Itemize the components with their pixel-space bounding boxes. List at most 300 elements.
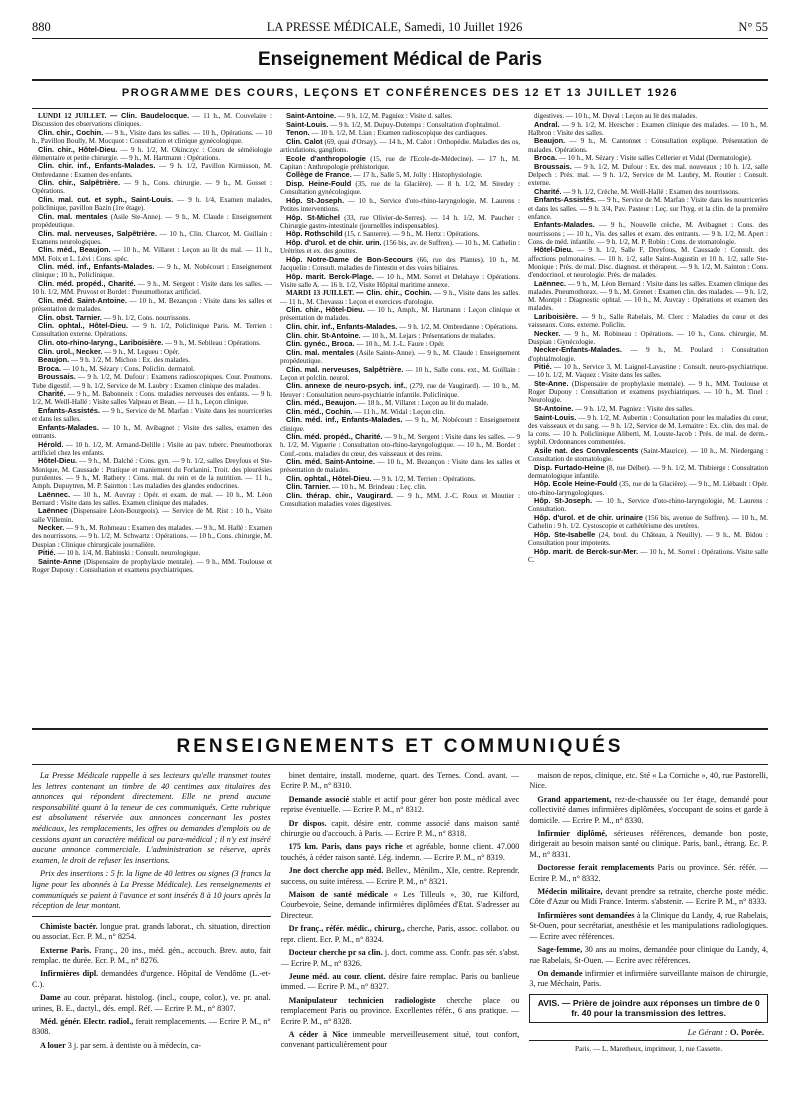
- program-entry: [280, 138, 520, 154]
- notice-paragraph: Prix des insertions : 5 fr. la ligne de 40 lettres ou signes (3 francs la ligne pour les abonnés à La Presse Médicale). Les renseignements et communiqués se paient à l'avance et sont insérés 8 à 10 jours après la réception de leur montant.: [32, 869, 271, 911]
- entry-heading: Clin. mal. mentales: [38, 211, 108, 221]
- entry-heading: Clin. méd., Beaujon.: [38, 245, 111, 255]
- entry-text: (Dispensaire de prophylaxie mentale). — 9 h., MM. Toulouse et Roger Dupouy : Consultation et examens psychiatriques.: [32, 557, 272, 574]
- entry-text: digestives. — 10 h., M. Duval : Leçon au lit des malades.: [534, 112, 698, 120]
- entry-heading: Necker.: [534, 328, 561, 338]
- entry-text: — 9 h., Visite dans les salles. — 10 h., Opérations. — 10 h., Pavillon Boully, M. Mocquot : Consultation et clinique gynécologique.: [32, 128, 272, 145]
- program-entry: [32, 407, 272, 423]
- program-entry: [528, 447, 768, 463]
- entry-heading: Clin. mal. cut. et syph., Saint-Louis.: [38, 194, 174, 204]
- entry-text: — 9 h. 1/2, M. Dufour : Examens radioscopiques. Cour. Poumons. Tube digestif. — 9 h. 1/2, Service de M. Laubry : Examen clinique des malades.: [32, 373, 272, 390]
- program-column-2: [280, 112, 520, 728]
- program-entry: [528, 380, 768, 405]
- program-entry: [528, 313, 768, 329]
- program-entry: [280, 256, 520, 272]
- entry-text: — 9 h., M. Robineau : Opérations. — 10 h., Cons. chirurgie, M. Duspian : Gynécologie.: [528, 329, 768, 346]
- entry-heading: Hôp. St-Joseph.: [286, 195, 345, 205]
- entry-heading: Hôp. marit. de Berck-sur-Mer.: [534, 546, 639, 556]
- entry-heading: Clin. chir. St-Antoine.: [286, 330, 361, 340]
- entry-text: — 9 h., M. Babonneix : Cons. maladies nerveuses des enfants. — 9 h. 1/2, M. Weill-Hallé : Visite salles Valpeau et Bean. — 11 h., Leçon clinique.: [32, 390, 272, 407]
- entry-text: — 18 h., M. Villaret : Leçon au lit du malade.: [356, 399, 489, 408]
- entry-text: , (279, rue de Vaugirard). — 10 h., M. Heuyer : Consultation neuro-psychiatrie infantile. Policlinique.: [280, 382, 520, 399]
- ad-text: et agréable, bonne client. 47.000 touchés, à céder raison santé. Lég. indemn. — Ecrire P. M., n° 8319.: [280, 842, 520, 862]
- entry-heading: Enfants-Assistés.: [534, 195, 597, 205]
- entry-text: — 9 h., Nouvelle crèche, M. Avibagnet : Cons. des nourrissons ; — 10 h., Vis. des salles et exam. des entrants. — 9 h. 1/2, M. Apert : Cons. de méd. infantile. — 9 h. 1/2, M. P. Robin : Cons. de stomatologie.: [528, 221, 768, 246]
- ad-lead: Infirmières sont demandées: [537, 910, 635, 920]
- ad-text: 3 j. par sem. à dentiste ou à médecin, ca-: [65, 1040, 201, 1050]
- classified-ad: [281, 890, 520, 921]
- program-entry: [32, 162, 272, 178]
- classified-ad: [281, 866, 520, 887]
- ad-text: devant prendre sa retraite, cherche poste médic. Côte d'Azur ou Midi France. Interm. s'abstenir. — Ecrire P. M., n° 8333.: [529, 887, 768, 907]
- classified-ad: [281, 842, 520, 863]
- classified-ad: [529, 887, 768, 908]
- entry-heading: Ecole d'anthropologie: [286, 153, 366, 163]
- program-column-3: [528, 112, 768, 728]
- program-entry: [528, 548, 768, 564]
- program-columns: [32, 112, 768, 728]
- ad-lead: Jne doct cherche app méd.: [288, 866, 384, 876]
- program-entry: [32, 129, 272, 145]
- entry-heading: Disp. Heine-Fould: [286, 178, 352, 188]
- entry-heading: Hôp. d'urol. et de chir. urinaire: [534, 512, 643, 522]
- classified-ad: [281, 1030, 520, 1051]
- entry-heading: Saint-Louis.: [534, 412, 577, 422]
- program-entry: [32, 112, 272, 128]
- ad-lead: Infirmières dipl.: [40, 969, 99, 979]
- ad-lead: On demande: [537, 968, 583, 978]
- program-entry: [32, 263, 272, 279]
- classified-ad: [529, 829, 768, 860]
- classified-ad: [281, 819, 520, 840]
- avis-box: AVIS. — Prière de joindre aux réponses un timbre de 0 fr. 40 pour la transmission des lettres.: [529, 994, 768, 1023]
- entry-heading: Sainte-Anne: [38, 556, 82, 566]
- entry-heading: Broca.: [38, 363, 62, 373]
- gerant-label: Le Gérant :: [687, 1026, 728, 1037]
- entry-text: — 9 h., Visite dans les salles. — 11 h., M. Chevassu : Leçon et exercices d'urologie.: [280, 289, 520, 306]
- entry-text: — 9 h. 1/2, M. Aubertin : Consultation pour les maladies du cœur, des vaisseaux et du sang. — 9 h. 1/2, Service de M. Lemaitre : Ex. clin. des mal. de la cons. — 10 h. Policlinique Aliberti, M. Louste-Jacob : Prés. de mal. de derm.-syphil. Ordonnances commentées.: [528, 413, 768, 447]
- entry-heading: Clin. obst. Tarnier.: [38, 312, 102, 322]
- entry-text: — 9 h., M. Poulard : Consultation d'ophtalmologie.: [528, 346, 768, 363]
- entry-text: — 10 h., M. J.-L. Faure : Opér.: [354, 340, 445, 349]
- ad-text: « Les Tilleuls », 30, rue Kilford, Courbevoie, Seine, demande infirmières diplômées d'Etat. S'adresser au Directeur.: [280, 890, 520, 920]
- entry-text: — 9 h. 1/2, M. Okinczyc : Cours de séméiologie élémentaire et petite chirurgie. — 9 h., M. Hartmann : Opérations.: [32, 145, 272, 162]
- entry-heading: Clin. Calot: [286, 136, 323, 146]
- entry-text: — 9 h. 1/2, Policlinique Paris. M. Terrien : Consultation externe. Opérations.: [32, 322, 272, 339]
- ad-lead: Chimiste bactér.: [40, 921, 98, 931]
- entry-heading: — Clin. Baudelocque.: [109, 112, 190, 120]
- entry-heading: Clin. chir., Salpêtrière.: [38, 178, 121, 188]
- entry-heading: Necker.: [38, 523, 65, 533]
- ad-lead: Doctoresse ferait remplacements: [537, 863, 655, 873]
- ad-text: maison de repos, clinique, etc. Sté « La Corniche », 40, rue Pastorelli, Nice.: [529, 771, 768, 791]
- program-entry: [528, 346, 768, 362]
- program-entry: [32, 491, 272, 507]
- entry-heading: Ste-Anne.: [534, 378, 569, 388]
- ad-text: à la Clinique du Landy, 4, rue Rabelais, St-Ouen, pour secrétariat, anesthésie et les manipulations radiologiques. — Ecrire avec références.: [529, 910, 768, 941]
- entry-heading: Necker-Enfants-Malades.: [534, 345, 622, 355]
- entry-text: — 9 h., M. Sergent : Visite dans les salles. — 10 h. 1/2, MM. Pruvost et Bordet : Pneumothorax artificiel.: [32, 279, 272, 297]
- entry-heading: Clin. urol., Necker.: [38, 346, 103, 356]
- classified-ad: [32, 993, 271, 1014]
- classified-ad: [281, 924, 520, 945]
- program-entry: [280, 121, 520, 129]
- entry-text: — 9 h., M. Legueu : Opér.: [102, 347, 180, 356]
- entry-text: — 9 h. 1/4, Examen malades, policlinique, pavillon Bazin (1re étage).: [32, 195, 272, 213]
- entry-text: — 10 h., M. Sorrel : Opérations. Visite salle C.: [528, 547, 768, 564]
- program-entry: [528, 112, 768, 120]
- classified-ad: [529, 969, 768, 990]
- entry-text: (Asile Ste-Anne). — 9 h., M. Claude : Enseignement propédeutique.: [32, 212, 272, 229]
- day-heading: LUNDI 12 JUILLET.: [38, 112, 107, 120]
- program-entry: [280, 306, 520, 322]
- ad-text: infirmier et infirmière surveillante maison de chirurgie, 3, rue Méchain, Paris.: [529, 968, 768, 989]
- ad-lead: Dame: [40, 993, 61, 1003]
- entry-heading: Hôp. Rothschild: [286, 229, 343, 239]
- issue-number: N° 55: [738, 20, 768, 34]
- entry-text: — 10 h., M. Bezançon : Visite dans les salles et présentation de malades.: [32, 296, 272, 313]
- entry-text: — 9 h. 1/2, M. Terrien : Opérations.: [371, 474, 476, 483]
- ad-text: stable et actif pour gérer bon poste médical avec reprise éventuelle. — Ecrire P. M., n° 8312.: [280, 794, 520, 815]
- program-entry: [528, 221, 768, 246]
- entry-text: — 9 h. 1/2, M. Pagniez : Visite d. salles.: [336, 112, 453, 120]
- entry-text: — 9 h. 1/2, M. Pagniez : Visite des salles.: [573, 404, 694, 413]
- entry-text: (69, quai d'Orsay). — 14 h., M. Calot : Orthopédie. Maladies des os, articulations, ganglions.: [280, 137, 520, 154]
- ad-lead: Sage-femme,: [537, 945, 583, 955]
- ad-text: j. doct. comme ass. Confr. pas sér. s'abst. — Ecrire P. M., n° 8326.: [280, 948, 520, 968]
- entry-text: — 9 h., M. Rohmeau : Examen des malades. — 9 h., M. Hallé : Examen des nourrissons. — 9 h. 1/2, M. Schwartz : Opérations. — 10 h., Cons. chirurgie, M. Duspian : Clinique chirurgicale journalière.: [32, 524, 272, 549]
- classified-ad: [529, 863, 768, 884]
- program-entry: [280, 197, 520, 213]
- program-entry: [32, 373, 272, 389]
- entry-heading: Clin. méd., Beaujon.: [286, 398, 357, 408]
- notice-paragraph: La Presse Médicale rappelle à ses lecteurs qu'elle transmet toutes les lettres contenant un timbre de 40 centimes aux titulaires des annonces qui répondent directement. Elle ne prend aucune responsabilité quant à la teneur de ces communiqués. Cette rubrique est absolument réservée aux annonces concernant les postes médicaux, les remplacements, les offres ou demandes d'emplois ou de cessions ayant un caractère médical ou para-médical ; il n'y est inséré aucune annonce commerciale. L'administration se réserve, après examen, le droit de refuser les insertions.: [32, 771, 271, 865]
- communiques-column-3: [529, 771, 768, 1093]
- entry-text: — 10 h., Clin. Charcot, M. Guillain : Examens neurologiques.: [32, 229, 272, 246]
- ad-lead: Maison de santé médicale: [288, 890, 389, 900]
- entry-heading: Clin. méd. propéd., Charité.: [38, 278, 136, 288]
- classified-ad: [529, 795, 768, 826]
- entry-heading: — Clin. chir., Cochin.: [356, 288, 432, 298]
- classified-ad: [529, 771, 768, 792]
- ad-text: longue prat. grands laborat., ch. situation, direction ou associat. Ecr. P. M., n° 8254.: [32, 921, 271, 942]
- entry-heading: Clin. chir., Cochin.: [38, 127, 104, 137]
- ads-list-3: [529, 771, 768, 990]
- program-entry: [32, 179, 272, 195]
- divider: [32, 108, 768, 109]
- program-column-1: [32, 112, 272, 728]
- program-entry: [280, 366, 520, 382]
- ad-lead: Grand appartement,: [537, 794, 612, 804]
- program-entry: [32, 297, 272, 313]
- entry-text: — 9 h. 1/2, Crèche, M. Weill-Hallé : Examen des nourrissons.: [561, 187, 740, 196]
- entry-text: (Dispensaire de prophylaxie mentale). — 9 h., MM. Toulouse et Roger Dupouy : Consultation et examens psychiatriques. — 10 h., M. Tinel : Neurologie.: [528, 379, 768, 405]
- ad-lead: Médecin militaire,: [537, 887, 603, 897]
- entry-heading: Clin. ophtal., Hôtel-Dieu.: [286, 473, 372, 483]
- entry-heading: Hôp. Ecole Heine-Fould: [534, 479, 618, 489]
- program-entry: [528, 163, 768, 188]
- entry-text: — 10 h., Salle cons. ext., M. Guillain : Leçon et polclin. neurol.: [280, 365, 520, 382]
- entry-text: — 10 h. 1/2, M. Armand-Delille : Visite au pav. tuberc. Pneumothorax artificiel chez les enfants.: [32, 440, 272, 457]
- program-entry: [32, 441, 272, 457]
- entry-text: (8, rue Delbet). — 9 h. 1/2, M. Thibierge : Consultation dermatologique infantile.: [528, 463, 768, 480]
- entry-heading: Clin. thérap. chir., Vaugirard.: [286, 491, 393, 501]
- ad-text: ferait remplacements. — Ecrire P. M., n° 8308.: [32, 1016, 271, 1037]
- entry-heading: Clin. ophtal., Hôtel-Dieu.: [38, 321, 128, 331]
- ad-lead: Docteur cherche pr sa clin.: [288, 948, 383, 958]
- program-title: PROGRAMME DES COURS, LEÇONS ET CONFÉRENCES DES 12 ET 13 JUILLET 1926: [121, 87, 679, 99]
- divider: [32, 728, 768, 730]
- entry-text: — 9 h., MM. J.-C. Roux et Moutier : Consultation maladies voies digestives.: [280, 492, 520, 509]
- entry-text: (35, rue de la Glacière). — 9 h., M. Lièbault : Opér. oto-rhino-laryngologiques.: [528, 480, 768, 497]
- classified-ad: [529, 945, 768, 966]
- entry-heading: Pitié.: [38, 548, 56, 558]
- entry-text: (15, r. Santerre). — 9 h., M. Hertz : Opérations.: [342, 230, 480, 239]
- classified-ad: [281, 996, 520, 1027]
- entry-text: (Asile Sainte-Anne). — 9 h., M. Claude : Enseignement propédeutique.: [280, 348, 520, 365]
- entry-heading: Lariboisière.: [534, 311, 578, 321]
- entry-heading: Charité.: [534, 186, 562, 196]
- entry-heading: Hôp. St-Michel: [286, 212, 340, 222]
- entry-heading: Charité.: [38, 389, 66, 399]
- entry-text: (Saint-Maurice). — 10 h., M. Niedergang : Consultation de stomatologie.: [528, 446, 768, 463]
- program-entry: [528, 497, 768, 513]
- entry-text: — 9 h., Service de M. Marfan : Visite dans les nourriceries et dans les salles.: [32, 406, 272, 424]
- program-entry: [528, 480, 768, 496]
- ad-lead: Manipulateur technicien radiologiste: [288, 995, 436, 1005]
- program-entry: [280, 382, 520, 398]
- entry-heading: Hôp. marit. Berck-Plage.: [286, 271, 374, 281]
- day-heading: MARDI 13 JUILLET.: [286, 289, 355, 298]
- program-entry: [32, 280, 272, 296]
- entry-text: — 9 h. 1/2, M. Ombredanne : Opérations.: [397, 322, 518, 331]
- entry-heading: Clin. chir., Hôtel-Dieu.: [38, 144, 118, 154]
- program-entry: [32, 322, 272, 338]
- entry-text: (156 bis, avenue de Suffren). — 10 h., M. Cathelin : 9 h. 1/2. Cystoscopie et cathétérisme des uretères.: [528, 513, 768, 531]
- entry-heading: Enfants-Assistés.: [38, 405, 101, 415]
- program-entry: [280, 289, 520, 305]
- entry-text: — 9 h., Cons. chirurgie. — 9 h., M. Gosset : Opérations.: [32, 179, 272, 196]
- entry-heading: Clin. méd. inf., Enfants-Malades.: [38, 262, 155, 272]
- ad-text: Franç., 20 ins., méd. gén., accouch. Brev. auto, fait remplac. tte durée. Ecr. P. M., n° 8276.: [32, 945, 271, 965]
- page-number: 880: [32, 20, 51, 34]
- ad-text: Bellev., Ménilm., XIe, centre. Reprendr. success, ou suite intéress. — Ecrire P. M., n° 8321.: [280, 866, 520, 886]
- communiques-column-2: [281, 771, 520, 1093]
- entry-text: — 11 h., M. Couvelaire : Discussion des observations cliniques.: [32, 112, 272, 129]
- program-entry: [280, 492, 520, 508]
- classified-ad: [281, 795, 520, 816]
- divider: [32, 764, 768, 765]
- ad-text: Paris ou province. Sér. référ. — Ecrire P. M., n° 8332.: [529, 863, 768, 883]
- entry-text: — 9 h., M. Sergent : Visite dans les salles. — 9 h. 1/2, M. Viguerie : Consultation oto-rhino-laryngologique. — 10 h., M. Bordet : Conf.-cons. maladies du cœur, des vaisseaux et des reins.: [280, 433, 520, 458]
- entry-text: — 10 h., M. Villaret : Leçon au lit du mal. — 11 h., MM. Foix et L. Lévi : Cons. spéc.: [32, 246, 272, 263]
- ads-list-1: [32, 922, 271, 1051]
- entry-heading: Broussais.: [38, 372, 76, 382]
- entry-text: — 9 h. 1/2, M. Dupuy-Dutemps : Consultation d'ophtalmol.: [328, 120, 501, 129]
- entry-text: — 10 h. 1/4, M. Babinski : Consult. neurologique.: [55, 549, 201, 558]
- entry-text: (66, rue des Plantes). 10 h., M. Jacquelin : Consult. maladies de l'intestin et des voies biliaires.: [280, 255, 520, 272]
- gerant-line: [533, 1027, 764, 1037]
- entry-heading: Clin. mal. nerveuses, Salpêtrière.: [286, 364, 404, 374]
- classified-ad: [32, 922, 271, 943]
- entry-heading: Clin. méd., Cochin.: [286, 406, 353, 416]
- entry-heading: Clin. méd. inf., Enfants-Malades.: [286, 415, 403, 425]
- entry-heading: Clin. Tarnier.: [286, 482, 331, 492]
- entry-heading: Hôp. Notre-Dame de Bon-Secours: [286, 254, 413, 264]
- communiques-columns: [32, 771, 768, 1093]
- program-entry: [32, 213, 272, 229]
- program-entry: [528, 363, 768, 379]
- entry-text: — 10 h., Service 3, M. Laignel-Lavastine : Consult. neuro-psychiatrique. — 10 h. 1/2, M. Vaquez : Visite dans les salles.: [528, 363, 768, 380]
- ad-text: 30 ans au moins, demandée pour clinique du Landy, 4, rue Rabelais, St-Ouen. — Ecrire avec références.: [529, 945, 768, 965]
- entry-heading: Hérold.: [38, 439, 64, 449]
- program-entry: [528, 531, 768, 547]
- entry-text: — 10 h., M. Bezançon : Visite dans les salles et présentation de malades.: [280, 458, 520, 475]
- program-entry: [528, 246, 768, 279]
- program-entry: [528, 196, 768, 221]
- entry-text: — 9 h. 1/2, Cons. nourrissons.: [101, 313, 191, 322]
- classified-ad: [32, 1017, 271, 1038]
- program-entry: [32, 230, 272, 246]
- classified-ad: [32, 1041, 271, 1051]
- ad-lead: 175 km. Paris, dans pays riche: [288, 842, 403, 852]
- program-entry: [280, 155, 520, 171]
- ad-text: cherche place ou remplacement Paris ou province. Excellentes référ., 6 ans pratique. — Ecrire P. M., n° 8328.: [280, 995, 520, 1026]
- program-entry: [528, 121, 768, 137]
- entry-text: (Dispensaire Léon-Bourgeois). — Service de M. Rist : 10 h., Visite salle Villemin.: [32, 507, 272, 524]
- entry-text: — 9 h. 1/2, M. Dufour : Ex. des mal. nouveaux ; 10 h. 1/2, salle Delpech : Prés. mal. — 9 h. 1/2, Service de M. Laubry, M. Routier : Consult. externe.: [528, 162, 768, 188]
- entry-text: — 10 h., M. Auvray : Opér. et exam. de mal. — 10 h., M. Léon Bernard : Visite dans les salles. Examen clinique des malades.: [32, 490, 272, 507]
- entry-heading: Beaujon.: [534, 136, 566, 146]
- entry-heading: Collège de France.: [286, 170, 352, 180]
- entry-heading: Laënnec.: [38, 489, 71, 499]
- program-entry: [528, 464, 768, 480]
- ad-text: binet dentaire, install. moderne, quart. des Ternes. Cond. avant. — Ecrire P. M., n° 8310.: [280, 771, 520, 791]
- entry-text: — 10 h., M. Sézary : Visite salles Cellerier et Vidal (Dermatologie).: [557, 154, 752, 163]
- classified-ad: [32, 946, 271, 967]
- publication-line: LA PRESSE MÉDICALE, Samedi, 10 Juillet 1926: [266, 20, 523, 34]
- entry-text: — 10 h., M. Avibagnet : Visite des salles, examen des entrants.: [32, 423, 272, 440]
- entry-heading: Enfants-Malades.: [38, 422, 99, 432]
- ad-text: sérieuses références, demande bon poste, dirigerait au besoin maison santé ou clinique. Paris, banl., étrang. Ec. P. M., n° 8331.: [529, 829, 768, 859]
- ad-lead: A céder à Nice: [288, 1029, 348, 1039]
- classified-ad: [281, 972, 520, 993]
- program-entry: [32, 146, 272, 162]
- entry-heading: Tenon.: [286, 128, 310, 138]
- ad-text: au cour. préparat. histolog. (incl., coupe, color.), ve. pr. anal. urines, B. E., dactyl., dés. empl. Réf. — Ecrire P. M., n° 8307.: [32, 993, 271, 1013]
- entry-text: — 9 h. 1/2, M. Herscher : Examen clinique des malades. — 10 h., M. Halbron : Visite des salles.: [528, 120, 768, 137]
- divider: [32, 79, 768, 81]
- entry-heading: Beaujon.: [38, 355, 70, 365]
- gerant-name: O. Porée.: [729, 1026, 764, 1037]
- entry-heading: Pitié.: [534, 362, 552, 372]
- ad-text: demandées d'urgence. Hôpital de Vendôme (L.-et-C.).: [32, 969, 271, 989]
- program-entry: [32, 356, 272, 364]
- ad-lead: Infirmier diplômé,: [537, 829, 608, 839]
- entry-text: (15, rue de l'Ecole-de-Médecine). — 17 h., M. Capitan : Anthropologie préhistorique.: [280, 154, 520, 171]
- printer-line: Paris. — L. Maretheux, imprimeur, 1, rue Cassette.: [529, 1040, 768, 1054]
- ad-text: désire faire remplac. Paris ou banlieue immed. — Ecrire P. M., n° 8327.: [280, 971, 520, 992]
- entry-heading: Clin. méd. Saint-Antoine.: [38, 295, 127, 305]
- ad-lead: Dr franç., référ. médic., chirurg.,: [288, 924, 405, 934]
- program-entry: [280, 433, 520, 458]
- ad-lead: Externe Paris.: [40, 945, 92, 955]
- program-entry: [280, 180, 520, 196]
- section-title: Enseignement Médical de Paris: [257, 49, 543, 70]
- entry-text: — 9 h., M. Cantonnet : Consultation explique. Présentation de malades. Opérations.: [528, 137, 768, 154]
- entry-heading: Enfants-Malades.: [534, 220, 595, 230]
- entry-heading: Hôtel-Dieu.: [38, 456, 78, 466]
- entry-heading: Disp. Furtado-Heine: [534, 462, 605, 472]
- program-entry: [528, 280, 768, 313]
- program-entry: [32, 246, 272, 262]
- program-entry: [32, 457, 272, 490]
- entry-text: — 9 h., M. Nobécourt : Enseignement clinique.: [280, 416, 520, 433]
- program-entry: [32, 524, 272, 549]
- classified-ad: [32, 969, 271, 990]
- entry-heading: Clin. oto-rhino-laryng., Lariboisière.: [38, 337, 164, 347]
- program-entry: [32, 390, 272, 406]
- entry-heading: Clin. méd. propéd., Charité.: [286, 432, 383, 442]
- entry-text: — 9 h. 1/2, M. Michon : Ex. des malades.: [69, 356, 190, 365]
- entry-heading: Clin. méd. Saint-Antoine.: [286, 457, 375, 467]
- entry-text: — 9 h. 1/2, Salle F. Dreyfous, M. Caussade : Consult. des affections pulmonaires. — 10 h. 1/2, salle Saint-Augustin et 10 h. 1/2, salle Ste-Monique : Prés. de mal. Disc. diagnost. et thérapeut. — 9 h. 1/2, M. Sainton : Cons. d'endocrinol. et neurologie. Prés. de malades.: [528, 246, 768, 279]
- entry-heading: Hôp. d'urol. et de chir. urin.: [286, 237, 382, 247]
- entry-text: — 9 h., Salle Rabelais, M. Clerc : Maladies du cœur et des vaisseaux. Cons. externe. Policlin.: [528, 312, 768, 329]
- entry-heading: Clin. mal. nerveuses, Salpêtrière.: [38, 228, 157, 238]
- entry-text: — 9 h., M. Nobécourt : Enseignement clinique ; 10 h., Policlinique.: [32, 263, 272, 280]
- program-entry: [280, 214, 520, 230]
- program-entry: [528, 137, 768, 153]
- communiques-column-1: [32, 771, 271, 1093]
- ad-text: rez-de-chaussée ou 1er étage, demandé pour collectivité dames infirmières diplômées, s'occupant de soins et garde à domicile. — Ecrire P. M., n° 8330.: [529, 794, 768, 825]
- program-entry: [528, 330, 768, 346]
- entry-text: — 9 h., M. Sebileau : Opérations.: [163, 338, 261, 347]
- entry-text: — 17 h., Salle 5, M. Jolly : Histophysiologie.: [351, 171, 483, 180]
- entry-heading: Laënnec.: [534, 278, 567, 288]
- ad-lead: Demande associé: [288, 794, 350, 804]
- ad-lead: Méd. génér. Electr. radiol.,: [40, 1016, 134, 1026]
- entry-text: — 10 h. 1/2, M. Lian : Examen radioscopique des cardiaques.: [309, 129, 488, 138]
- ad-text: immeuble merveilleusement situé, tout confort, convenant particulièrement pour: [280, 1029, 520, 1050]
- program-entry: [528, 414, 768, 447]
- program-entry: [32, 424, 272, 440]
- entry-text: — 10 h., M. Sézary : Cons. Policlin. dermatol.: [61, 364, 195, 373]
- program-entry: [280, 239, 520, 255]
- entry-text: (156 bis, av. de Suffren). — 10 h., M. Cathelin : Urétrites et ex. des gouttes.: [280, 238, 520, 256]
- entry-heading: Asile nat. des Convalescents: [534, 445, 639, 455]
- entry-text: — 9 h., M. Dalché : Cons. gyn. — 9 h. 1/2, salles Dreyfous et Ste-Monique, M. Caussade : Pratique et maniement du Forlanini. Troit. des pleurésies purulentes. — 9 h., M. Rathery : Cons. mal. du rein et de la nutrition. — 11 h., Amph. Dupuytren, M. P. Saintton : Les maladies des glandes endocrines.: [32, 457, 272, 490]
- entry-heading: Clin. chir., Hôtel-Dieu.: [286, 305, 365, 315]
- entry-heading: Clin. mal. mentales: [286, 347, 355, 357]
- entry-text: — 10 h., M. Brindeau : Leç. clin.: [330, 483, 427, 492]
- running-header: [32, 20, 768, 39]
- entry-heading: Laënnec: [38, 506, 68, 516]
- entry-text: — 10 h., Service d'oto-rhino-laryngologie, M. Laurens : Petites interventions.: [280, 196, 520, 213]
- notice-box: [32, 771, 271, 912]
- classified-ad: [281, 948, 520, 969]
- entry-text: — 11 h., M. Widal : Leçon clin.: [352, 407, 445, 416]
- classified-ad: [281, 771, 520, 792]
- entry-text: (24, boul. du Château, à Neuilly). — 9 h., M. Bidou : Consultation pour impotents.: [528, 530, 768, 547]
- entry-text: — 9 h., Service de M. Marfan : Visite dans les nourriceries et dans les salles. — 9 h. 3/4, Pav. Pasteur : Leç. sur l'hyg. et la clin. de la première enfance.: [528, 196, 768, 221]
- entry-heading: Hôtel-Dieu.: [534, 245, 574, 255]
- entry-text: (35, rue de la Glacière). — 8 h. 1/2, M. Siredey : Consultation gynécologique.: [280, 179, 520, 197]
- ad-lead: Dr dispos.: [288, 818, 327, 828]
- entry-heading: Clin. gynéc., Broca.: [286, 339, 355, 349]
- program-entry: [32, 558, 272, 574]
- entry-heading: Hôp. St-Joseph.: [534, 496, 593, 506]
